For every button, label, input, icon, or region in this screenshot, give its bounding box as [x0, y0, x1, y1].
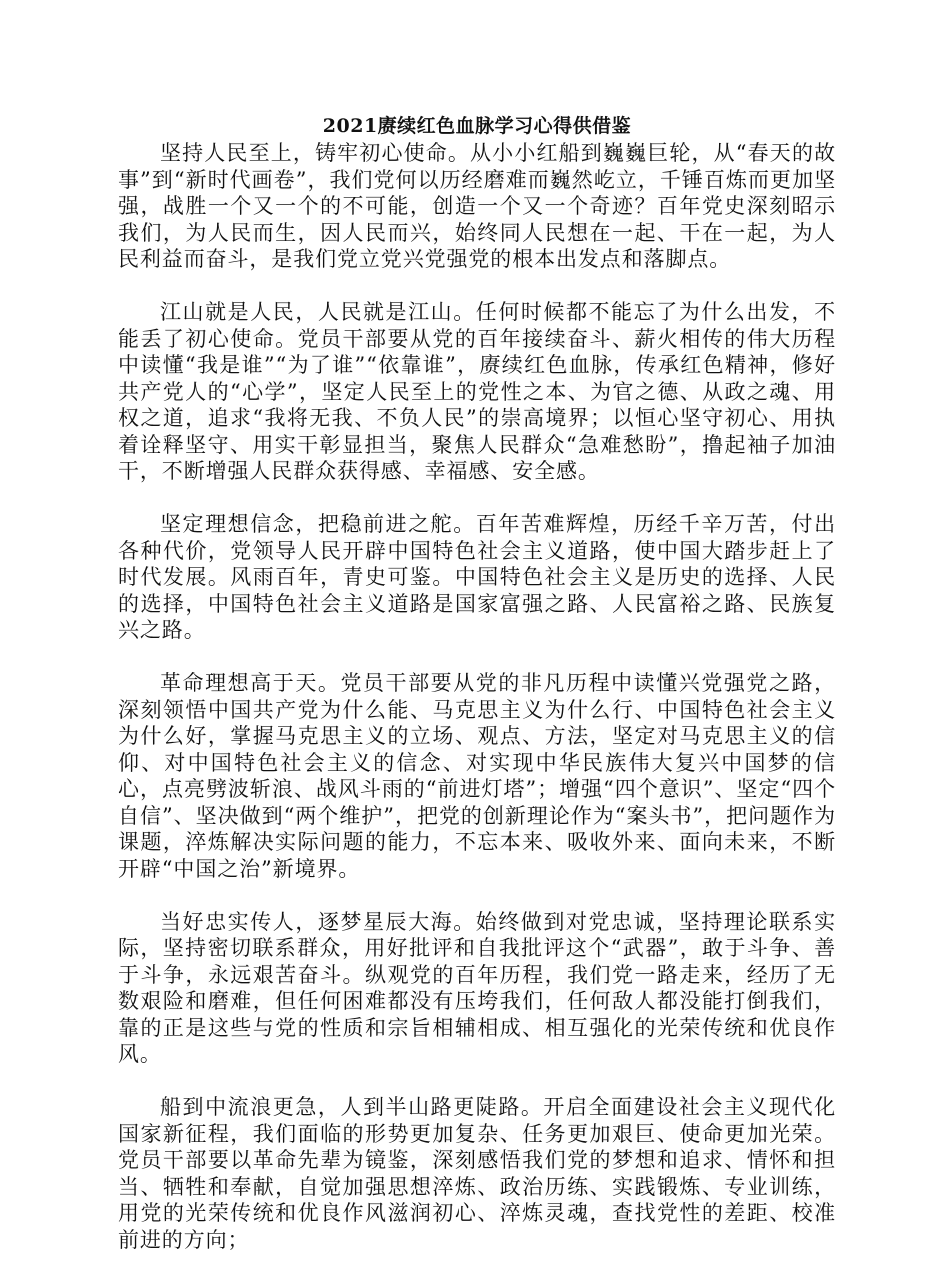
paragraph-2: 江山就是人民，人民就是江山。任何时候都不能忘了为什么出发，不能丢了初心使命。党员干部要从党的百年接续奋斗、薪火相传的伟大历程中读懂“我是谁”“为了谁”“依靠谁”，赓续红色血脉，传承红色精神，修好共产党人的“心学”，坚定人民至上的党性之本、为官之德、从政之魂、用权之道，追求“我将无我、不负人民”的崇高境界；以恒心坚守初心、用执着诠释坚守、用实干彰显担当，聚焦人民群众“急难愁盼”，撸起袖子加油干，不断增强人民群众获得感、幸福感、安全感。 [118, 300, 836, 483]
paragraph-5: 当好忠实传人，逐梦星辰大海。始终做到对党忠诚，坚持理论联系实际，坚持密切联系群众，用好批评和自我批评这个“武器”，敢于斗争、善于斗争，永远艰苦奋斗。纵观党的百年历程，我们党一路走来，经历了无数艰险和磨难，但任何困难都没有压垮我们，任何敌人都没能打倒我们，靠的正是这些与党的性质和宗旨相辅相成、相互强化的光荣传统和优良作风。 [118, 909, 836, 1066]
document-title: 2021赓续红色血脉学习心得供借鉴 [322, 115, 632, 137]
paragraph-4: 革命理想高于天。党员干部要从党的非凡历程中读懂兴党强党之路，深刻领悟中国共产党为什么能、马克思主义为什么行、中国特色社会主义为什么好，掌握马克思主义的立场、观点、方法，坚定对马克思主义的信仰、对中国特色社会主义的信念、对实现中华民族伟大复兴中国梦的信心，点亮劈波斩浪、战风斗雨的“前进灯塔”；增强“四个意识”、坚定“四个自信”、坚决做到“两个维护”，把党的创新理论作为“案头书”，把问题作为课题，淬炼解决实际问题的能力，不忘本来、吸收外来、面向未来，不断开辟“中国之治”新境界。 [118, 671, 836, 881]
paragraph-3: 坚定理想信念，把稳前进之舵。百年苦难辉煌，历经千辛万苦，付出各种代价，党领导人民开辟中国特色社会主义道路，使中国大踏步赶上了时代发展。风雨百年，青史可鉴。中国特色社会主义是历史的选择、人民的选择，中国特色社会主义道路是国家富强之路、人民富裕之路、民族复兴之路。 [118, 512, 836, 642]
paragraph-1: 坚持人民至上，铸牢初心使命。从小小红船到巍巍巨轮，从“春天的故事”到“新时代画卷”，我们党何以历经磨难而巍然屹立，千锤百炼而更加坚强，战胜一个又一个的不可能，创造一个又一个奇迹？百年党史深刻昭示我们，为人民而生，因人民而兴，始终同人民想在一起、干在一起，为人民利益而奋斗，是我们党立党兴党强党的根本出发点和落脚点。 [118, 141, 836, 271]
document-page [118, 112, 836, 1280]
paragraph-6: 船到中流浪更急，人到半山路更陡路。开启全面建设社会主义现代化国家新征程，我们面临的形势更加复杂、任务更加艰巨、使命更加光荣。党员干部要以革命先辈为镜鉴，深刻感悟我们党的梦想和追求、情怀和担当、牺牲和奉献，自觉加强思想淬炼、政治历练、实践锻炼、专业训练，用党的光荣传统和优良作风滋润初心、淬炼灵魂，查找党性的差距、校准前进的方向； [118, 1095, 836, 1252]
